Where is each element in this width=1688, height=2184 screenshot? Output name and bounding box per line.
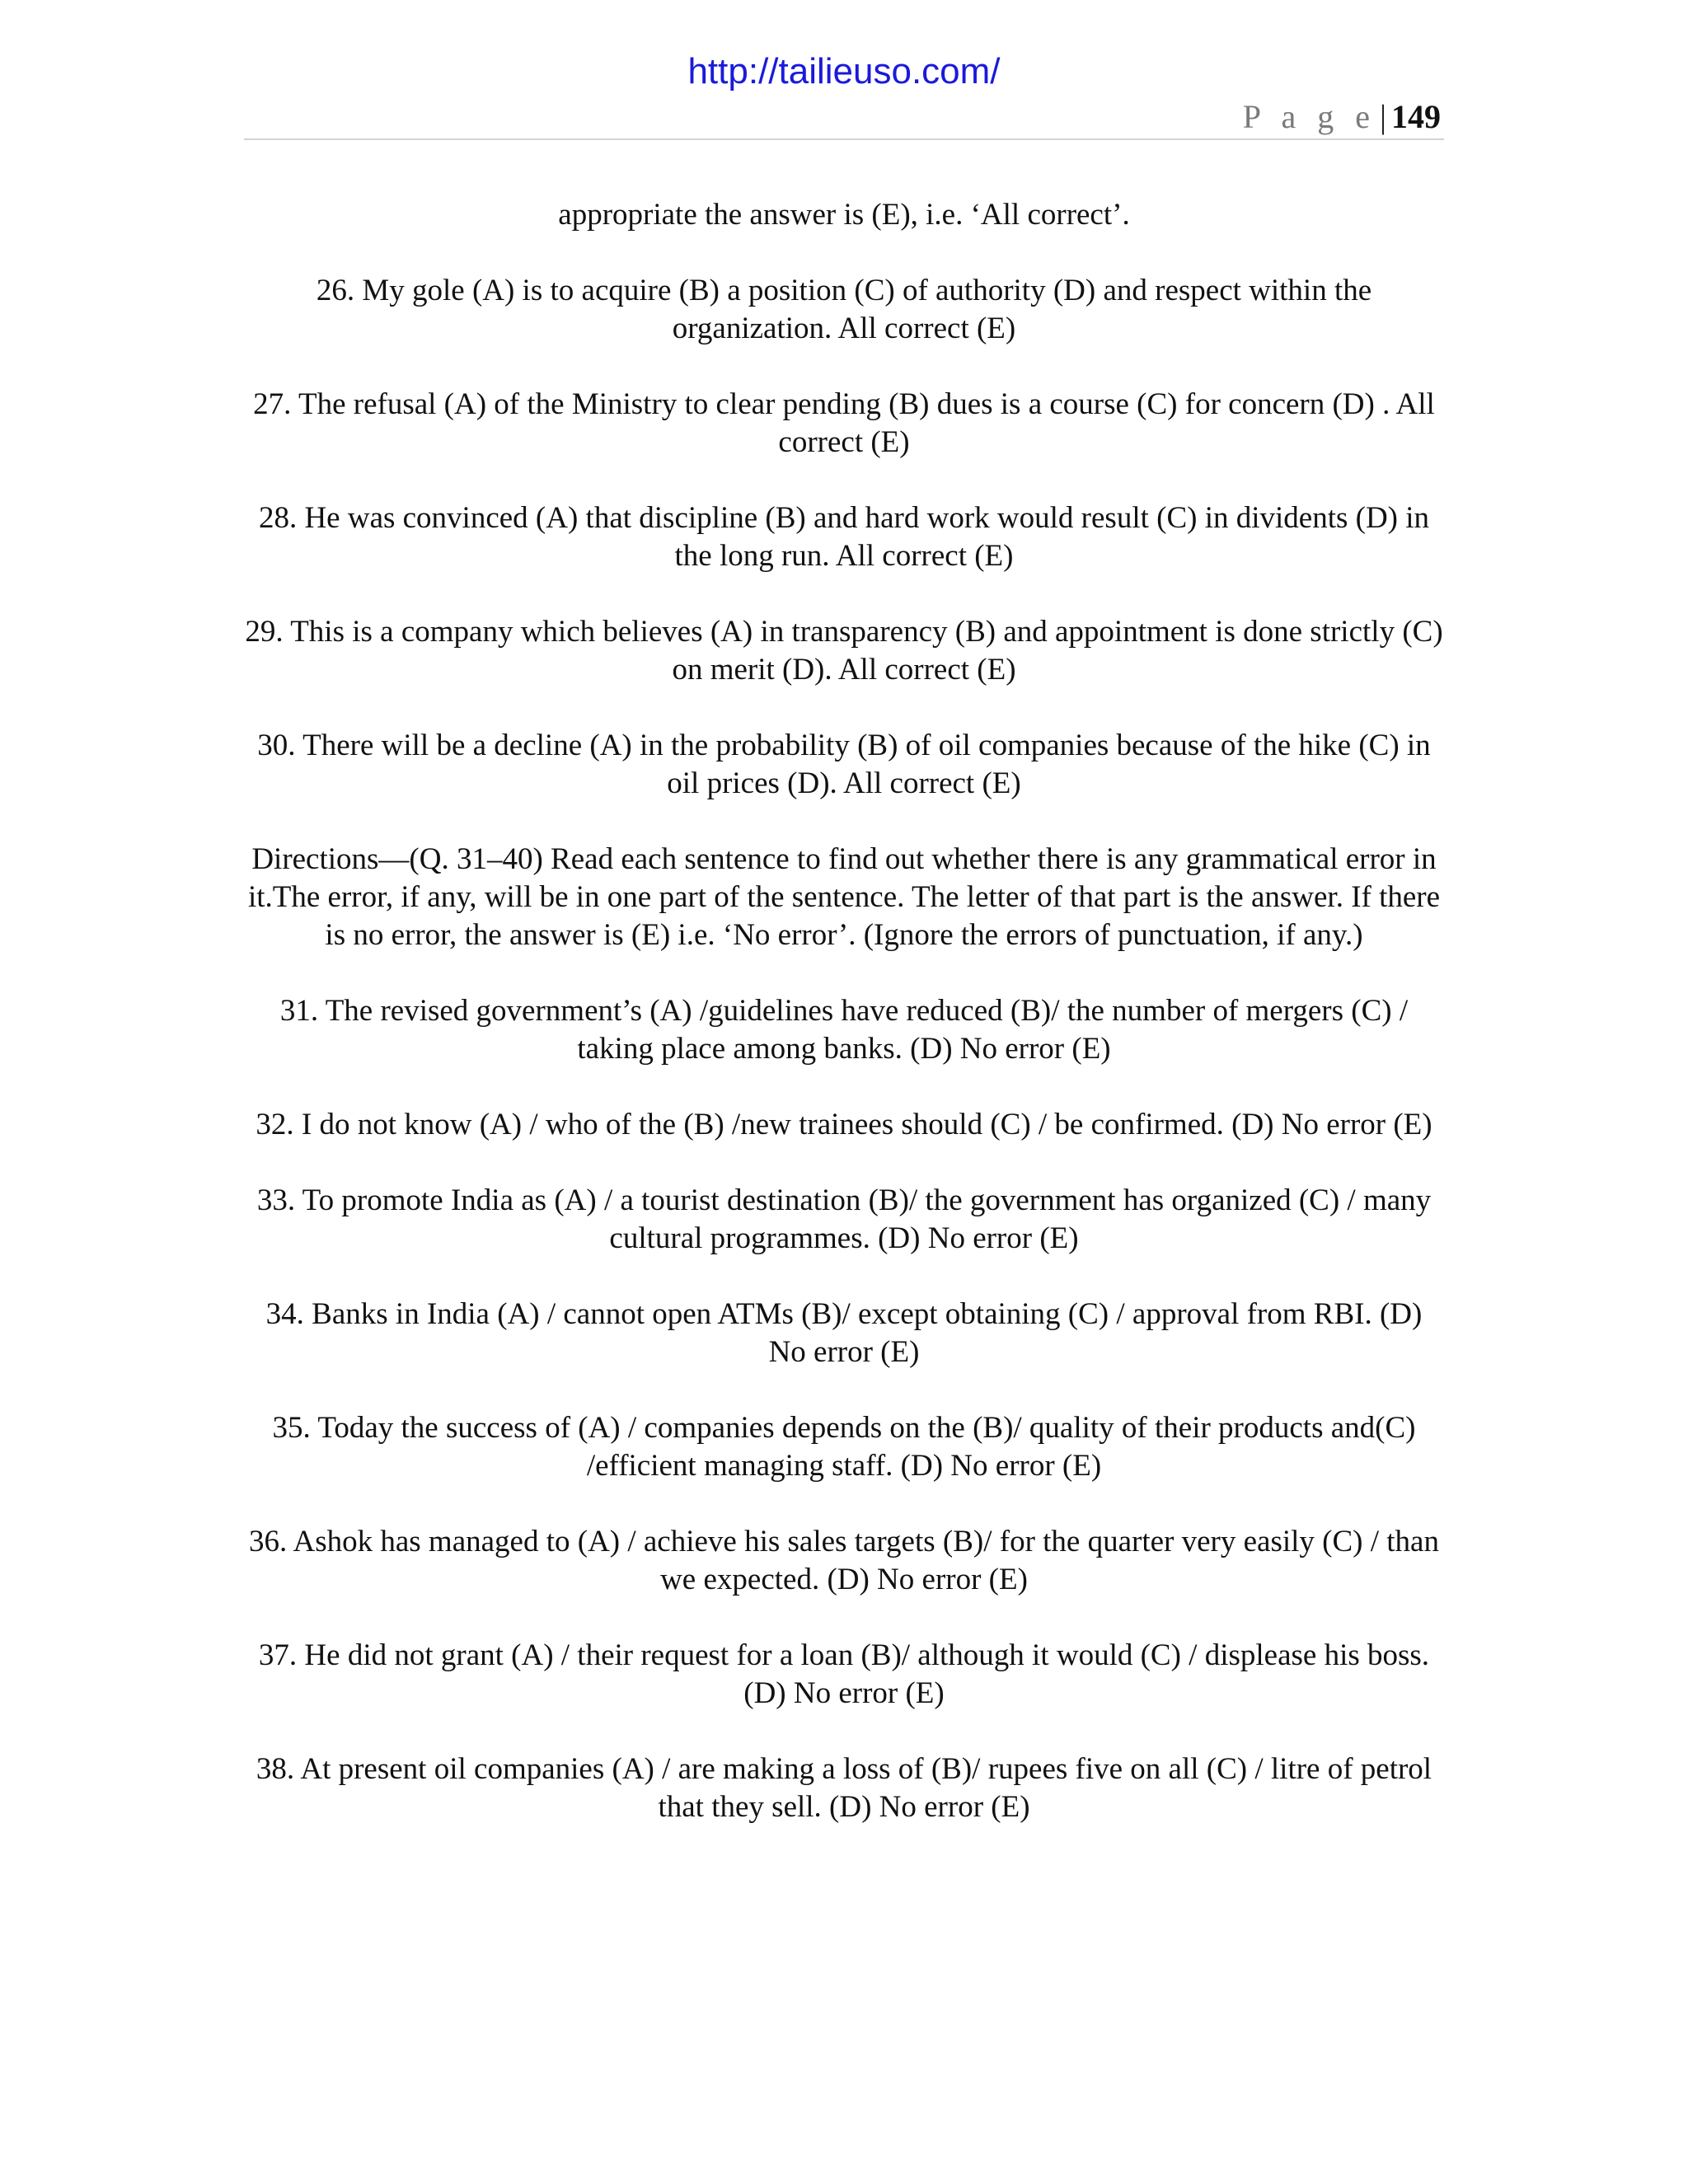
page-separator: | [1379, 98, 1386, 135]
page-number-value: 149 [1391, 98, 1441, 135]
question-34: 34. Banks in India (A) / cannot open ATMs (B)/ except obtaining (C) / approval from RBI. (D) No error (E) [265, 1297, 1423, 1369]
page-number [1243, 97, 1441, 136]
question-26: 26. My gole (A) is to acquire (B) a position (C) of authority (D) and respect within the organization. All correct (E) [316, 274, 1372, 345]
question-37: 37. He did not grant (A) / their request for a loan (B)/ although it would (C) / displease his boss. (D) No error (E) [258, 1638, 1430, 1710]
paragraph-continuation: appropriate the answer is (E), i.e. ‘All correct’. [558, 198, 1130, 232]
question-35: 35. Today the success of (A) / companies depends on the (B)/ quality of their products and(C) /efficient managing staff. (D) No error (E) [272, 1411, 1416, 1483]
header-url-link[interactable]: http://tailieuso.com/ [687, 51, 1001, 91]
question-30: 30. There will be a decline (A) in the probability (B) of oil companies because of the hike (C) in oil prices (D). All correct (E) [257, 729, 1431, 800]
page-label: P a g e [1242, 98, 1376, 135]
question-38: 38. At present oil companies (A) / are making a loss of (B)/ rupees five on all (C) / litre of petrol that they sell. (D) No error (E) [256, 1752, 1432, 1824]
question-31: 31. The revised government’s (A) /guidelines have reduced (B)/ the number of mergers (C) / taking place among banks. (D) No error (E) [279, 994, 1409, 1066]
question-29: 29. This is a company which believes (A) in transparency (B) and appointment is done strictly (C) on merit (D). All correct (E) [245, 615, 1443, 687]
question-33: 33. To promote India as (A) / a tourist destination (B)/ the government has organized (C) / many cultural programmes. (D) No error (E) [256, 1183, 1432, 1255]
question-27: 27. The refusal (A) of the Ministry to clear pending (B) dues is a course (C) for concern (D) . All correct (E) [253, 387, 1435, 459]
document-body [244, 196, 1444, 1864]
directions-31-40: Directions—(Q. 31–40) Read each sentence to find out whether there is any grammatical error in it.The error, if any, will be in one part of the sentence. The letter of that part is the answer. If there is no error, the answer is (E) i.e. ‘No error’. (Ignore the errors of punctuation, if any.) [247, 842, 1441, 952]
question-28: 28. He was convinced (A) that discipline (B) and hard work would result (C) in dividents (D) in the long run. All correct (E) [258, 501, 1430, 573]
question-32: 32. I do not know (A) / who of the (B) /new trainees should (C) / be confirmed. (D) No error (E) [256, 1108, 1432, 1141]
header-divider [244, 138, 1444, 140]
question-36: 36. Ashok has managed to (A) / achieve his sales targets (B)/ for the quarter very easily (C) / than we expected. (D) No error (E) [249, 1525, 1439, 1596]
